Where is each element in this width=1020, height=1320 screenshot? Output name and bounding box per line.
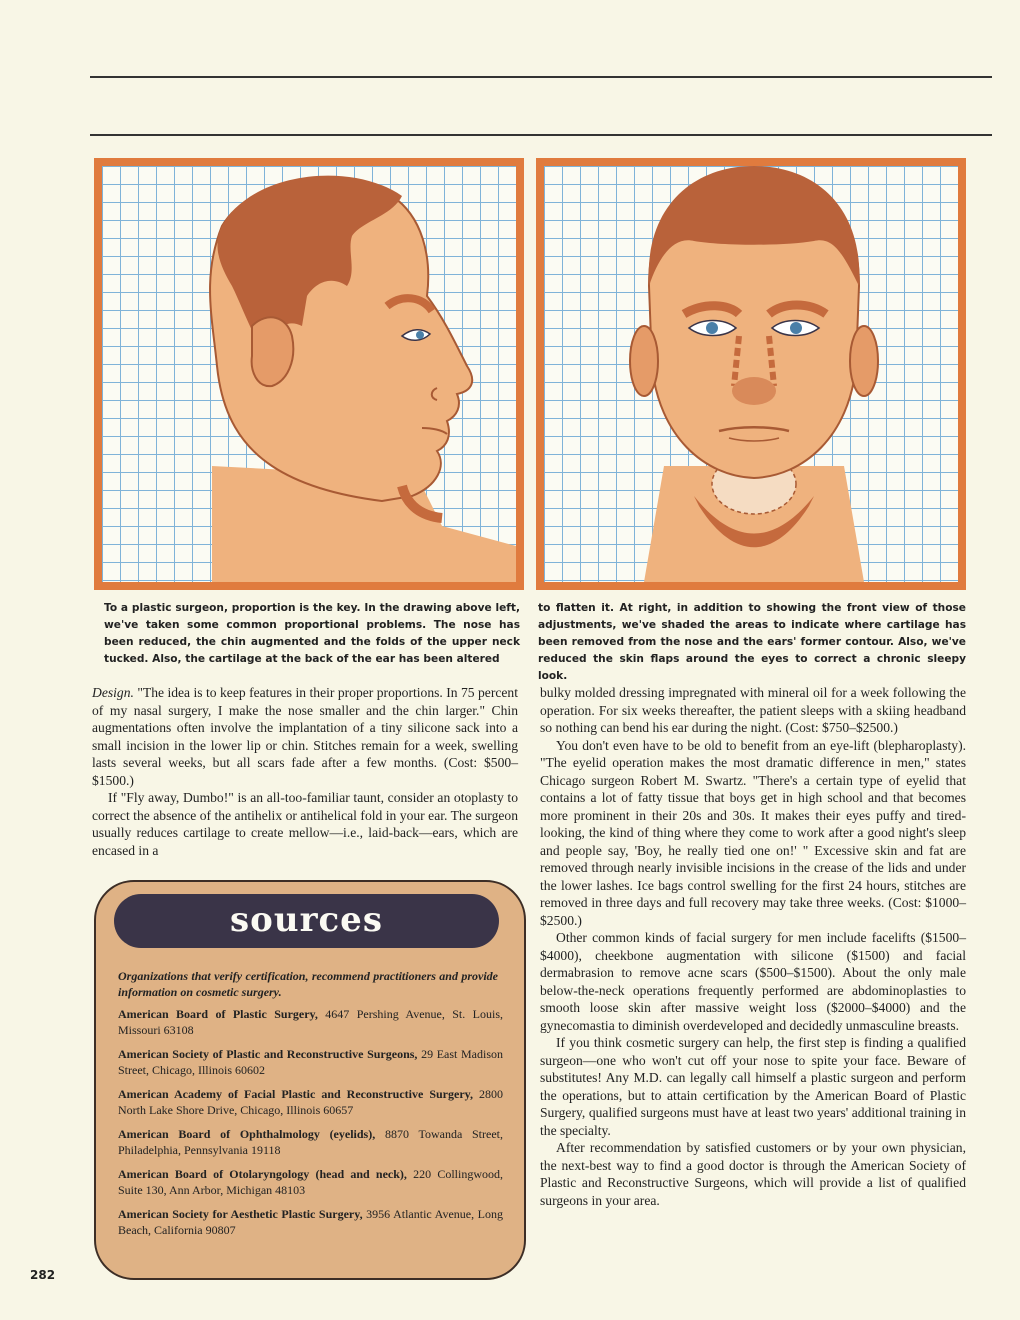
paragraph: If you think cosmetic surgery can help, the first step is finding a qualified surgeon—one who won't cut off your nose to spite your face. Beware of substitutes! Any M.D. can legally call himself a plastic surgeon and perform the operations, but to attain certification by the American Board of Plastic Surgery, qualified surgeons must have at least two years' additional training in the specialty. [540,1035,966,1138]
list-item [118,1126,503,1158]
paragraph: bulky molded dressing impregnated with mineral oil for a week following the operation. For six weeks thereafter, the patient sleeps with a skiing headband so nothing can bend his ear during the night. (Cost: $750–$2500.) [540,685,966,735]
organization-address: 2800 North Lake Shore Drive, Chicago, Illinois 60657 [118,1087,504,1117]
organization-name: American Board of Otolaryngology (head and neck), [118,1167,407,1181]
list-item [118,1206,503,1238]
grid-background [102,166,516,582]
section-lead: Design. [92,685,134,700]
grid-background [544,166,958,582]
list-item [118,1086,503,1118]
list-item [118,1166,503,1198]
organization-name: American Board of Plastic Surgery, [118,1007,318,1021]
organization-address: 8870 Towanda Street, Philadelphia, Pennsylvania 19118 [118,1127,503,1157]
caption-left: To a plastic surgeon, proportion is the key. In the drawing above left, we've taken some common proportional problems. The nose has been reduced, the chin augmented and the folds of the upper neck tucked. Also, the cartilage at the back of the ear has been altered [104,602,520,665]
paragraph [92,684,518,789]
organization-name: American Society of Plastic and Reconstructive Surgeons, [118,1047,418,1061]
top-rule-1 [90,76,992,78]
sources-title: sources [114,894,499,948]
front-drawing [544,166,958,582]
organization-address: 220 Collingwood, Suite 130, Ann Arbor, Michigan 48103 [118,1167,503,1197]
paragraph: If "Fly away, Dumbo!" is an all-too-familiar taunt, consider an otoplasty to correct the absence of the antihelix or antihelical fold in your ear. The surgeon usually reduces cartilage to create mellow—i.e., laid-back—ears, which are encased in a [92,790,518,858]
organization-name: American Society for Aesthetic Plastic Surgery, [118,1207,363,1221]
organization-name: American Academy of Facial Plastic and Reconstructive Surgery, [118,1087,473,1101]
right-text-column [540,684,966,1209]
paragraph-text: "The idea is to keep features in their proper proportions. In 75 percent of my nasal surgery, I make the nose smaller and the chin larger." Chin augmentations often involve the implantation of a tiny silicone sack into a small incision in the lower lip or chin. Stitches remain for a week, swelling lasts several weeks, but all scars fade after a few months. (Cost: $500–$1500.) [92,685,518,788]
organization-name: American Board of Ophthalmology (eyelids), [118,1127,376,1141]
paragraph: You don't even have to be old to benefit from an eye-lift (blepharoplasty). "The eyelid operation makes the most dramatic difference in men," states Chicago surgeon Robert M. Swartz. "There's a certain type of eyelid that contains a lot of fatty tissue that boys get in high school and that becomes more prominent in their 20s and 30s. It makes their eyes puffy and tired-looking, the kind of thing where they come to work after a good night's sleep and people say, 'Boy, he really tied one on!' " Excessive skin and fat are removed through nearly invisible incisions in the crease of the lids and under the lower lashes. Ice bags control swelling for the first 24 hours, stitches are removed in three days and full recovery may take three weeks. (Cost: $1000–$2500.) [540,737,966,928]
top-rule-2 [90,134,992,136]
profile-drawing [102,166,516,582]
sources-box [94,880,526,1280]
organization-address: 29 East Madison Street, Chicago, Illinois 60602 [118,1047,503,1077]
left-text-column [92,684,518,859]
caption-right: to flatten it. At right, in addition to showing the front view of those adjustments, we've shaded the areas to indicate where cartilage has been removed from the nose and the ears' former contour. Also, we've reduced the skin flaps around the eyes to correct a chronic sleepy look. [538,602,966,682]
sources-list [118,1006,503,1246]
front-illustration [536,158,966,590]
organization-address: 4647 Pershing Avenue, St. Louis, Missouri 63108 [118,1007,504,1037]
page-number: 282 [30,1268,56,1282]
paragraph: After recommendation by satisfied customers or by your own physician, the next-best way to find a good doctor is through the American Society of Plastic and Reconstructive Surgeons, which will provide a list of qualified surgeons in your area. [540,1140,966,1208]
sources-intro: Organizations that verify certification, recommend practitioners and provide information on cosmetic surgery. [118,969,498,999]
list-item [118,1006,503,1038]
paragraph: Other common kinds of facial surgery for men include facelifts ($1500–$4000), cheekbone augmentation with silicone ($1500) and facial dermabrasion to remove acne scars ($500–$1500). About the only male below-the-neck operations frequently performed are abdominoplasties to smooth loose skin after massive weight loss ($2000–$4000) and the gynecomastia to diminish overdeveloped and decidedly unmasculine breasts. [540,930,966,1033]
profile-illustration [94,158,524,590]
list-item [118,1046,503,1078]
organization-address: 3956 Atlantic Avenue, Long Beach, California 90807 [118,1207,504,1237]
